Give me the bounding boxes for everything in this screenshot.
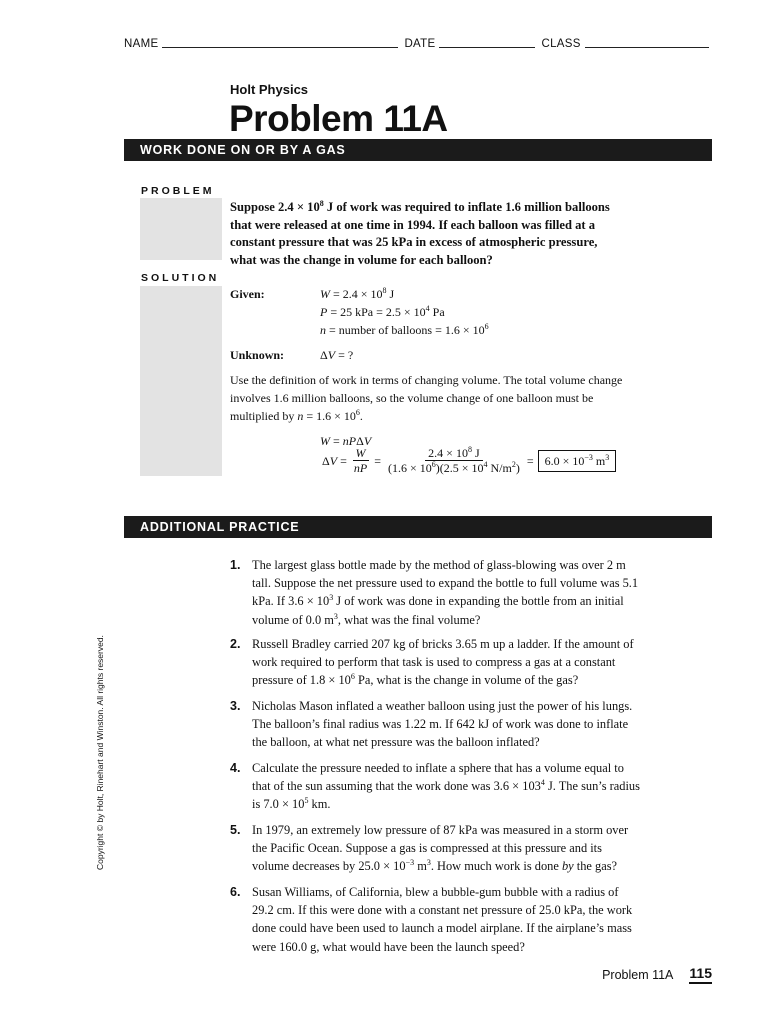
unknown-value: ΔV = ? [320, 348, 354, 362]
page-title: Problem 11A [229, 98, 448, 139]
question-2: 2. Russell Bradley carried 207 kg of bricks 3.65 m up a ladder. If the amount of work required to perform that task is used to compress a gas at a constant pressure of $1.8 \times 10^6$ Pa, what is the change in volume of the gas? [230, 637, 634, 688]
unknown-label: Unknown: [230, 348, 285, 362]
equation-work: W = nPΔV [320, 434, 372, 448]
page-footer [602, 965, 712, 984]
solution-side-panel [140, 286, 222, 476]
problem-label: PROBLEM [141, 185, 215, 197]
answer-box: $6.0 \times 10^{-3}$ $m^3$ [538, 450, 617, 472]
question-3: 3. Nicholas Mason inflated a weather balloon using just the power of his lungs. The balloon’s final radius was 1.22 m. If 642 kJ of work was done to inflate the balloon, at what net pressure was the balloon inflated? [230, 699, 633, 750]
equation-delta-v: ΔV = $\frac{W}{nP}$ = $\frac{2.4 \times 10^8 J}{(1.6 \times 10^6)(2.5 \times 10^4 N/m^2)}$ = $6.0 \times 10^{-3}$ $m^3$ [322, 446, 616, 475]
additional-practice-bar: ADDITIONAL PRACTICE [124, 516, 712, 538]
date-label: DATE [404, 38, 436, 50]
class-field-line[interactable] [585, 38, 709, 48]
copyright-notice: Copyright © by Holt, Rinehart and Winston. All rights reserved. [95, 635, 105, 870]
class-label: CLASS [541, 38, 581, 50]
topic-bar: WORK DONE ON OR BY A GAS [124, 139, 712, 161]
name-label: NAME [124, 38, 159, 50]
given-n: n = number of balloons = $1.6 \times 10^6$ [320, 322, 489, 337]
problem-statement: Suppose $2.4 \times 10^8$ J of work was required to inflate 1.6 million balloons that were released at one time in 1994. If each balloon was filled at a constant pressure that was 25 kPa in excess of atmospheric pressure, what was the change in volume for each balloon? [230, 199, 610, 267]
question-5: 5. In 1979, an extremely low pressure of 87 kPa was measured in a storm over the Pacific Ocean. Suppose a gas is compressed at this pressure and its volume decreases by $25.0 \times 10^{-3}$ $m^3$. How much work is done by the gas? [230, 823, 629, 874]
student-info-header [124, 38, 714, 50]
solution-explanation: Use the definition of work in terms of changing volume. The total volume change involves 1.6 million balloons, so the volume change of one balloon must be multiplied by $n = 1.6 \times 10^6$. [230, 373, 623, 423]
question-6: 6. Susan Williams, of California, blew a bubble-gum bubble with a radius of 29.2 cm. If this were done with a constant net pressure of 25.0 kPa, the work done could have been used to launch a model airplane. If the airplane’s mass were 160.0 g, what would have been the launch speed? [230, 885, 633, 954]
given-label: Given: [230, 287, 265, 301]
problem-side-panel [140, 198, 222, 260]
page-number: 115 [689, 965, 712, 984]
given-p: P = 25 kPa = $2.5 \times 10^4$ Pa [320, 304, 445, 319]
given-w: $W = 2.4 \times 10^8$ J [320, 286, 395, 301]
question-4: 4. Calculate the pressure needed to inflate a sphere that has a volume equal to that of the sun assuming that the work done was $3.6 \times 103^4$ J. The sun’s radius is $7.0 \times 10^5$ km. [230, 761, 640, 812]
date-field-line[interactable] [439, 38, 535, 48]
publisher-name: Holt Physics [230, 82, 309, 97]
name-field-line[interactable] [162, 38, 398, 48]
footer-label: Problem 11A [602, 967, 674, 982]
question-1: 1. The largest glass bottle made by the method of glass-blowing was over 2 m tall. Suppose the net pressure used to expand the bottle to full volume was 5.1 kPa. If $3.6 \times 10^3$ J of work was done in expanding the bottle from an initial volume of 0.0 $m^3$, what was the final volume? [230, 558, 639, 627]
solution-label: SOLUTION [141, 272, 220, 284]
